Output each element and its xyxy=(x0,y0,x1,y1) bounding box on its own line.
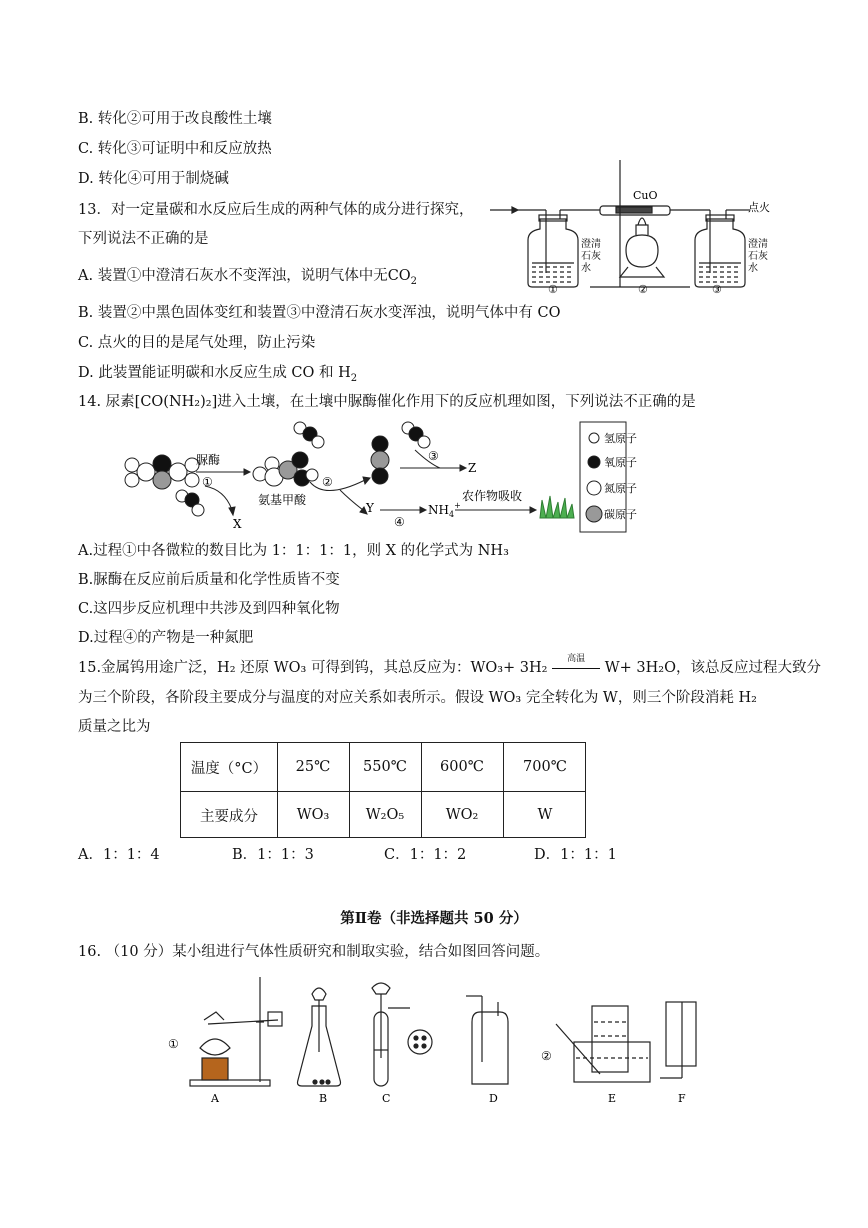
lime-label-1a: 澄清 xyxy=(581,239,601,250)
q16-stem: 16. （10 分）某小组进行气体性质研究和制取实验，结合如图回答问题。 xyxy=(78,944,550,960)
q14-option-d: D.过程④的产物是一种氮肥 xyxy=(78,630,254,646)
cuo-label: CuO xyxy=(633,189,658,202)
q14-option-b: B.脲酶在反应前后质量和化学性质皆不变 xyxy=(78,572,340,588)
table-cell: 600℃ xyxy=(440,759,484,775)
crop-absorb-label: 农作物吸收 xyxy=(462,489,523,503)
mark-1: ① xyxy=(168,1037,179,1051)
q16-apparatus-figure xyxy=(160,972,700,1107)
carbamic-acid-label: 氨基甲酸 xyxy=(258,493,307,507)
q15-option-a: A．1：1：4 xyxy=(78,847,160,863)
q13-stem-line1: 13．对一定量碳和水反应后生成的两种气体的成分进行探究， xyxy=(78,202,474,218)
apparatus-3-number: ③ xyxy=(712,283,722,296)
product-z-label: Z xyxy=(468,461,477,475)
table-cell: WO₃ xyxy=(296,807,330,823)
q13-apparatus-figure xyxy=(490,155,780,295)
label-e: E xyxy=(608,1092,617,1105)
q13-option-b: B. 装置②中黑色固体变红和装置③中澄清石灰水变浑浊，说明气体中有 CO xyxy=(78,305,561,321)
step-2-label: ② xyxy=(322,475,333,489)
reaction-condition: 高温 xyxy=(552,657,600,669)
label-a: A xyxy=(211,1092,219,1105)
table-cell: W₂O₅ xyxy=(365,807,405,823)
table-cell: WO₂ xyxy=(445,807,479,823)
q12-option-c: C. 转化③可证明中和反应放热 xyxy=(78,141,272,157)
mark-2: ② xyxy=(541,1049,552,1063)
table-cell: 700℃ xyxy=(523,759,567,775)
table-cell: 25℃ xyxy=(295,759,331,775)
q14-stem: 14. 尿素[CO(NH₂)₂]进入土壤，在土壤中脲酶催化作用下的反应机理如图，下列说法不正确的是 xyxy=(78,394,696,410)
lime-label-1c: 水 xyxy=(581,263,591,274)
section-title: 第Ⅱ卷（非选择题共 50 分） xyxy=(340,910,528,927)
q15-option-d: D．1：1：1 xyxy=(534,847,617,863)
step-4-label: ④ xyxy=(394,515,405,529)
q14-reaction-figure xyxy=(110,420,637,538)
lime-label-3c: 水 xyxy=(748,263,758,274)
label-c: C xyxy=(382,1092,391,1105)
lime-label-3a: 澄清 xyxy=(748,239,768,250)
apparatus-2-number: ② xyxy=(638,283,648,296)
q15-option-b: B．1：1：3 xyxy=(232,847,314,863)
table-cell: W xyxy=(537,807,553,823)
label-d: D xyxy=(489,1092,498,1105)
table-cell: 主要成分 xyxy=(200,808,258,825)
step-1-label: ① xyxy=(202,475,213,489)
q13-option-d: D. 此装置能证明碳和水反应生成 CO 和 $H_2$ xyxy=(78,365,358,384)
q15-table xyxy=(180,742,586,838)
apparatus-1-number: ① xyxy=(548,283,558,296)
lime-label-1b: 石灰 xyxy=(581,251,601,262)
q15-line1: 15.金属钨用途广泛，H₂ 还原 WO₃ 可得到钨，其总反应为：WO₃+ 3H₂ 高温 W+ 3H₂O，该总反应过程大致分 xyxy=(78,654,821,676)
step-3-label: ③ xyxy=(428,449,439,463)
q13-option-c: C. 点火的目的是尾气处理，防止污染 xyxy=(78,335,316,351)
q15-line3: 质量之比为 xyxy=(78,719,151,735)
ammonium-label: $NH_4^+$ xyxy=(428,501,461,519)
legend-carbon: 碳原子 xyxy=(604,508,637,521)
label-f: F xyxy=(678,1092,686,1105)
q13-stem-line2: 下列说法不正确的是 xyxy=(78,231,209,247)
q14-option-a: A.过程①中各微粒的数目比为 1：1：1：1，则 X 的化学式为 NH₃ xyxy=(78,543,509,559)
table-cell: 温度（°C） xyxy=(190,760,268,777)
q15-option-c: C．1：1：2 xyxy=(384,847,467,863)
q13-option-a: A. 装置①中澄清石灰水不变浑浊，说明气体中无$CO_2$ xyxy=(78,268,418,287)
q15-line2: 为三个阶段，各阶段主要成分与温度的对应关系如表所示。假设 WO₃ 完全转化为 W，则三个阶段消耗 H₂ xyxy=(78,690,757,706)
lime-label-3b: 石灰 xyxy=(748,251,768,262)
label-b: B xyxy=(319,1092,328,1105)
product-x-label: X xyxy=(233,517,242,531)
product-y-label: Y xyxy=(366,501,374,515)
legend-nitrogen: 氮原子 xyxy=(604,482,637,495)
q12-option-b: B. 转化②可用于改良酸性土壤 xyxy=(78,111,272,127)
legend-oxygen: 氧原子 xyxy=(604,456,637,469)
fire-label: 点火 xyxy=(748,201,770,214)
legend-hydrogen: 氢原子 xyxy=(604,432,637,445)
enzyme-label: 脲酶 xyxy=(196,453,221,467)
q14-option-c: C.这四步反应机理中共涉及到四种氧化物 xyxy=(78,601,340,617)
q12-option-d: D. 转化④可用于制烧碱 xyxy=(78,171,229,187)
table-cell: 550℃ xyxy=(363,759,407,775)
